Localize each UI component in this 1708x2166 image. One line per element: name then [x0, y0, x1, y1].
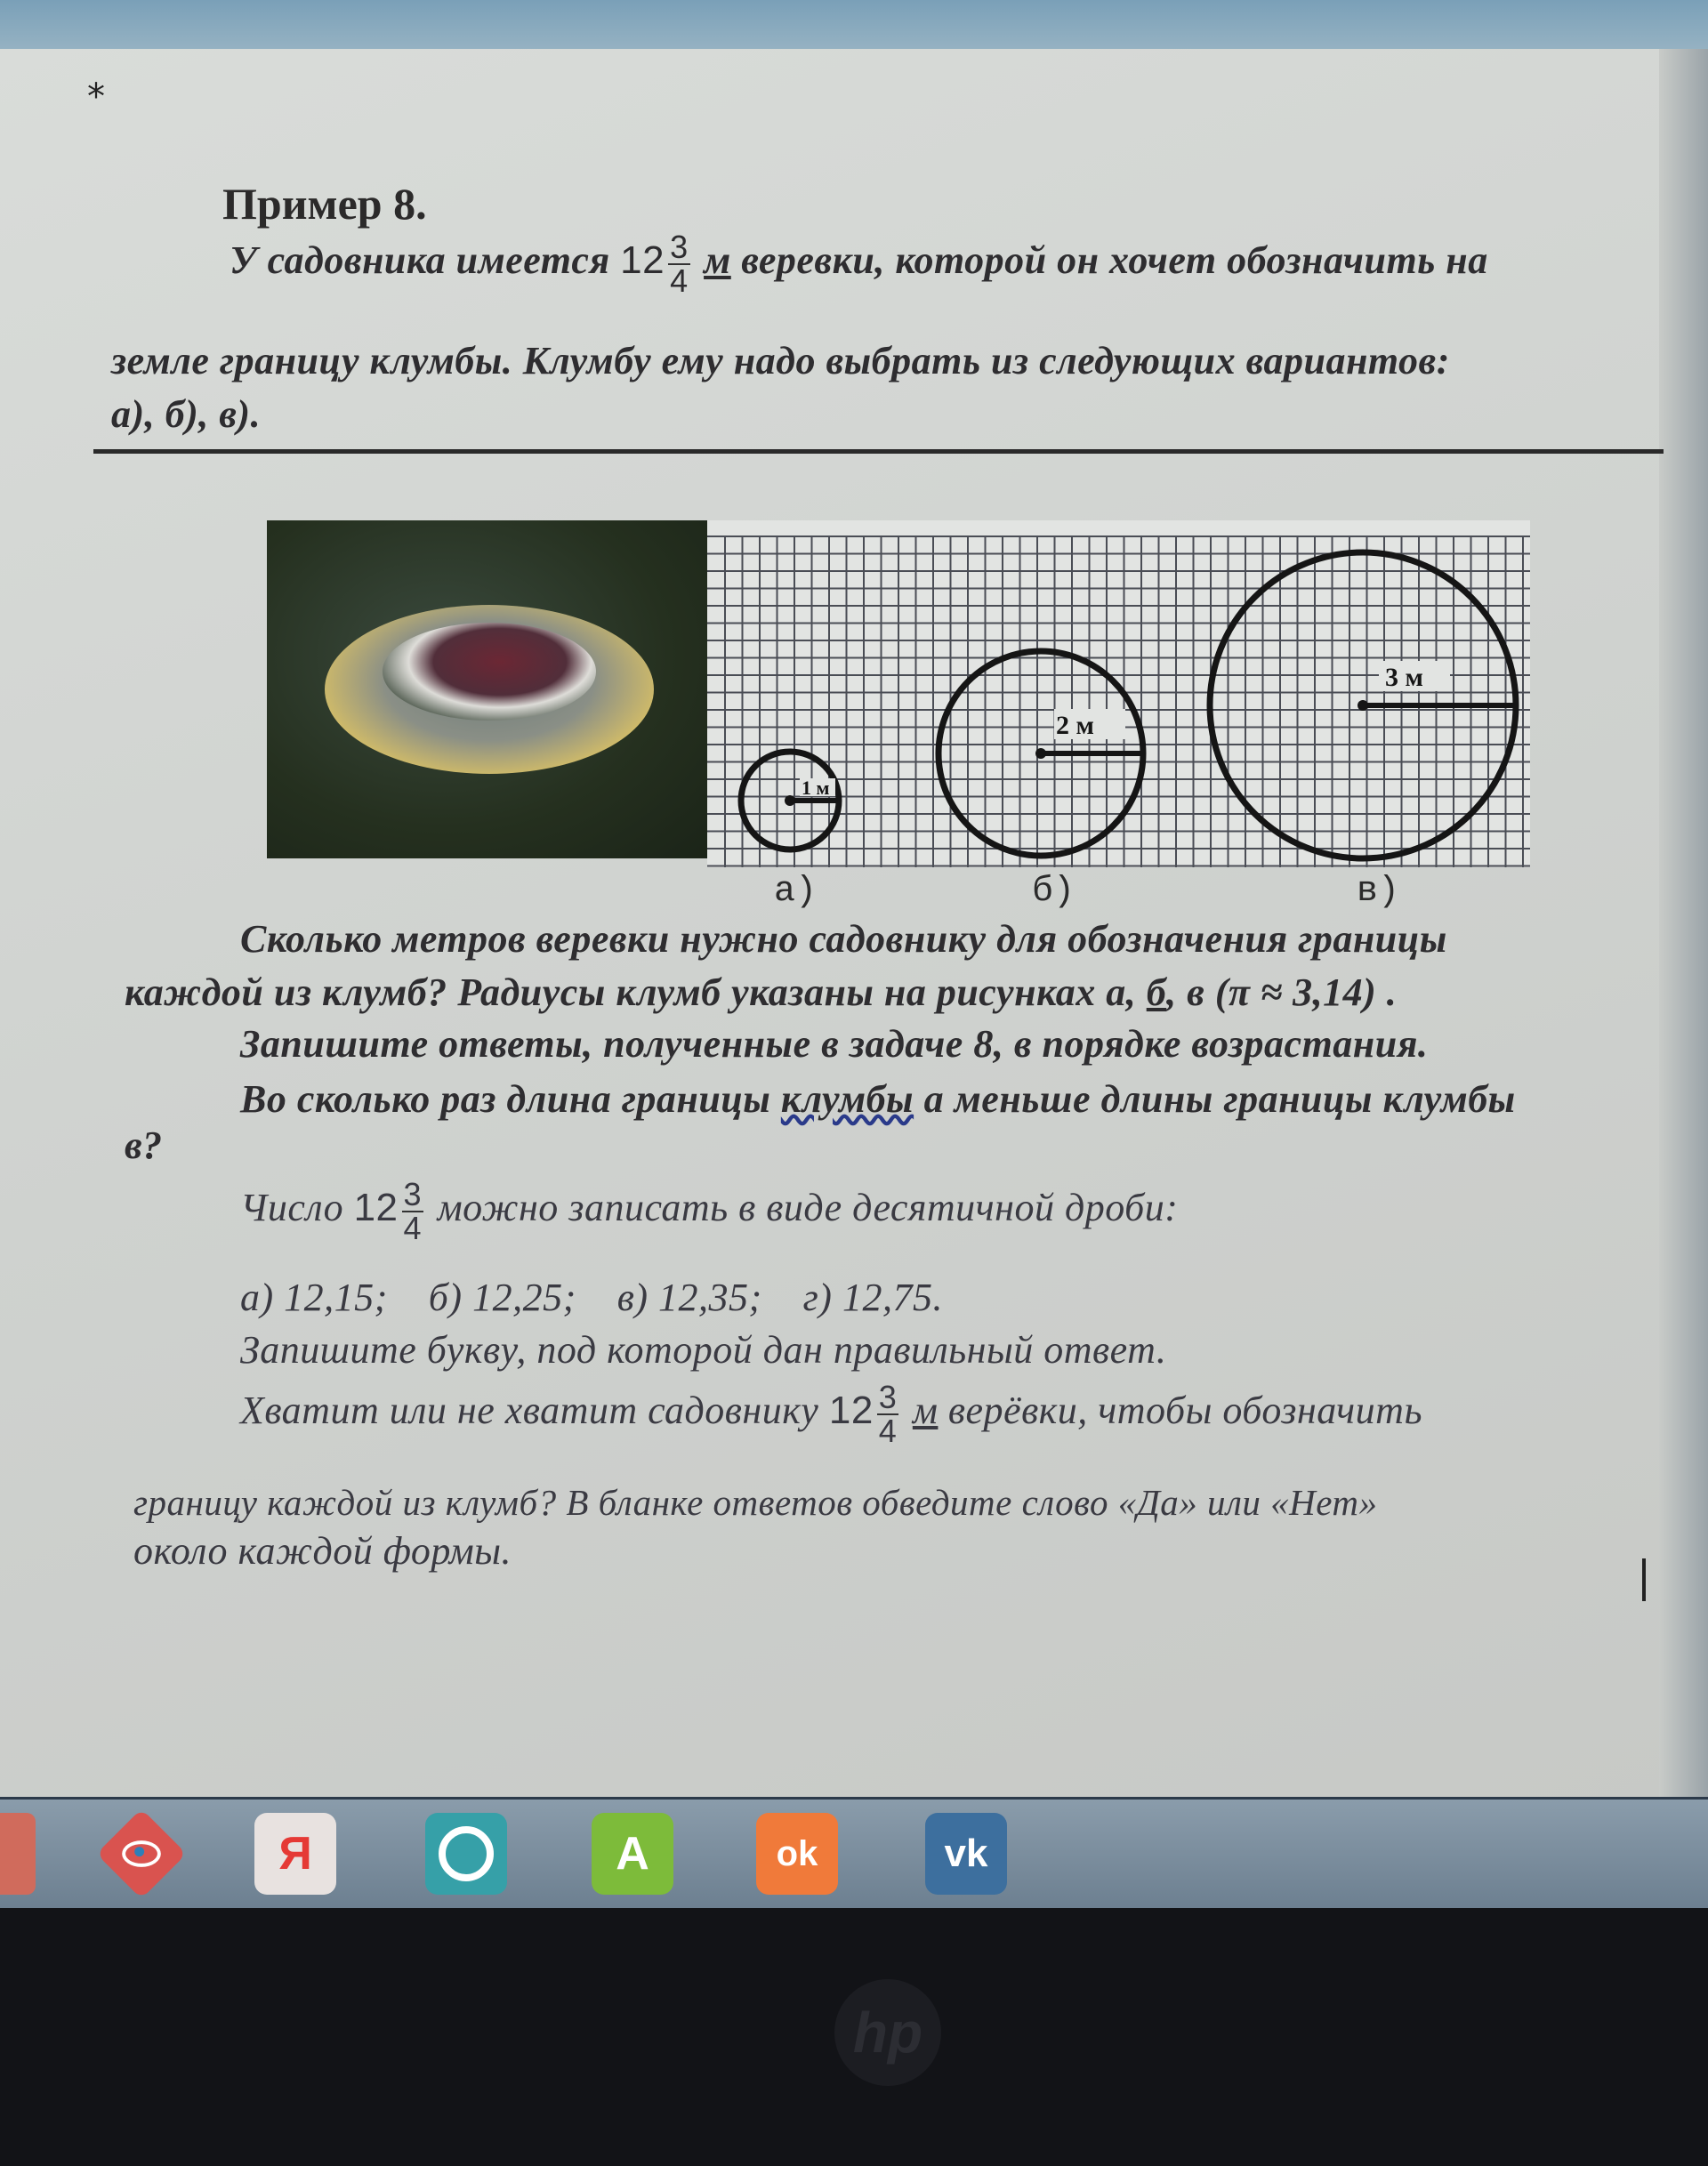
q3-whole: 12 [828, 1389, 874, 1433]
q2-fraction [402, 1176, 424, 1246]
mail-icon[interactable] [425, 1813, 507, 1895]
q2-text-a: Число [240, 1186, 344, 1230]
q1-line-4-b: клумбы [780, 1077, 914, 1121]
grid-diagram [707, 520, 1530, 867]
q3-line-1 [240, 1381, 1422, 1447]
q1-line-2 [125, 970, 1397, 1015]
figure-label-c: в) [1357, 872, 1400, 912]
intro-text-b: веревки, которой он хочет обозначить на [741, 238, 1488, 283]
hp-logo-icon: hp [834, 1979, 941, 2086]
q1-line-3: Запишите ответы, полученные в задаче 8, в порядке возрастания. [240, 1022, 1429, 1066]
radius-label-b: 2 м [1056, 711, 1094, 740]
q2-line-1 [240, 1176, 1179, 1246]
q3-fraction [877, 1381, 899, 1447]
q3-unit: м [912, 1389, 939, 1433]
q1-line-2-c: , в (π ≈ 3,14) . [1166, 970, 1398, 1014]
center-b [1035, 748, 1046, 759]
intro-line-2: земле границу клумбы. Клумбу ему надо выбрать из следующих вариантов: [111, 339, 1450, 382]
maps-app-icon[interactable]: A [592, 1813, 673, 1895]
q1-line-4-a: Во сколько раз длина границы [240, 1077, 771, 1121]
radius-label-c: 3 м [1385, 663, 1423, 692]
vk-icon[interactable]: vk [925, 1813, 1007, 1895]
q1-line-4 [240, 1076, 1516, 1122]
q3-text-a: Хватит или не хватит садовнику [240, 1389, 819, 1433]
q2-line-3: Запишите букву, под которой дан правильный ответ. [240, 1328, 1167, 1372]
star-marker: * [87, 76, 105, 117]
divider-line [93, 449, 1664, 454]
yandex-icon[interactable]: Я [254, 1813, 336, 1895]
q3-num: 3 [878, 1379, 898, 1415]
q1-line-5: в? [125, 1123, 163, 1167]
intro-text-a: У садовника имеется [230, 238, 610, 283]
q3-line-2: границу каждой из клумб? В бланке ответов обведите слово «Да» или «Нет» [133, 1482, 1378, 1523]
text-cursor [1642, 1558, 1646, 1601]
intro-line-3: а), б), в). [111, 392, 262, 436]
figure-label-a: а) [774, 872, 818, 912]
q2-options: а) 12,15; б) 12,25; в) 12,35; г) 12,75. [240, 1276, 943, 1319]
q2-num: 3 [403, 1176, 423, 1212]
flowerbed-photo [267, 520, 707, 858]
q1-line-1: Сколько метров веревки нужно садовнику для обозначения границы [240, 917, 1447, 961]
q2-text-b: можно записать в виде десятичной дроби: [437, 1186, 1179, 1230]
q3-line-3: около каждой формы. [133, 1529, 512, 1573]
q1-line-4-c: а меньше длины границы клумбы [923, 1077, 1516, 1121]
intro-whole: 12 [620, 238, 665, 283]
q2-den: 4 [403, 1210, 423, 1246]
q3-den: 4 [878, 1413, 898, 1449]
odnoklassniki-icon[interactable]: ok [756, 1813, 838, 1895]
intro-fraction [668, 231, 690, 297]
q1-line-2-a: каждой из клумб? Радиусы клумб указаны на рисунках а, [125, 970, 1137, 1014]
q2-whole: 12 [353, 1186, 399, 1230]
intro-unit: м [704, 238, 731, 283]
window-right-edge [1659, 49, 1708, 1797]
taskbar-left-edge [0, 1813, 36, 1895]
flowerbed-center [383, 623, 596, 721]
q3-text-b: верёвки, чтобы обозначить [947, 1389, 1422, 1433]
intro-num: 3 [670, 229, 689, 265]
intro-line-1 [230, 231, 1488, 297]
figure-label-b: б) [1032, 872, 1076, 912]
q1-line-2-b: б [1146, 970, 1167, 1014]
example-title: Пример 8. [222, 179, 427, 229]
center-a [785, 795, 795, 806]
radius-label-a: 1 м [802, 777, 830, 799]
intro-den: 4 [670, 262, 689, 299]
center-c [1358, 700, 1368, 711]
